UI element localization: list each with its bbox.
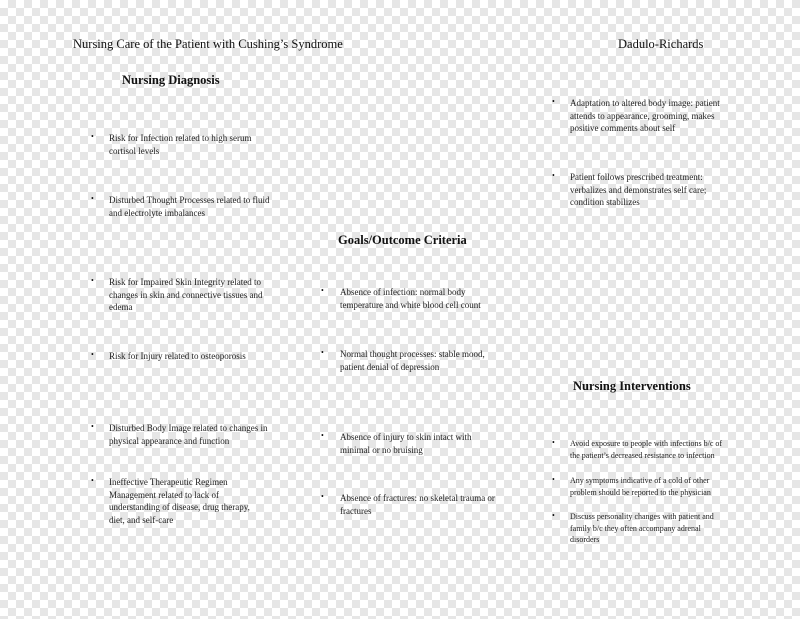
bullet-icon: •: [552, 511, 555, 520]
bullet-icon: •: [91, 194, 94, 203]
goal-text: Adaptation to altered body image: patient attends to appearance, grooming, makes positive comments about self: [570, 98, 720, 133]
goals-heading: Goals/Outcome Criteria: [338, 233, 467, 247]
bullet-icon: •: [91, 350, 94, 359]
bullet-icon: •: [91, 276, 94, 285]
bullet-icon: •: [321, 492, 324, 501]
goal-text: Absence of infection: normal body temperature and white blood cell count: [340, 287, 481, 310]
nursing-diagnosis-heading: Nursing Diagnosis: [122, 73, 220, 87]
bullet-icon: •: [321, 348, 324, 357]
bullet-icon: •: [321, 431, 324, 440]
nursing-interventions-heading: Nursing Interventions: [573, 379, 691, 393]
diagnosis-text: Risk for Injury related to osteoporosis: [109, 351, 246, 361]
bullet-icon: •: [552, 475, 555, 484]
goal-text: Normal thought processes: stable mood, patient denial of depression: [340, 349, 485, 372]
diagnosis-text: Ineffective Therapeutic Regimen Management related to lack of understanding of disease, drug therapy, diet, and self-care: [109, 477, 250, 525]
goal-text: Absence of fractures: no skeletal trauma or fractures: [340, 493, 495, 516]
diagnosis-text: Disturbed Thought Processes related to fluid and electrolyte imbalances: [109, 195, 270, 218]
diagnosis-text: Risk for Impaired Skin Integrity related to changes in skin and connective tissues and edema: [109, 277, 263, 312]
bullet-icon: •: [321, 286, 324, 295]
bullet-icon: •: [91, 476, 94, 485]
document-title: Nursing Care of the Patient with Cushing’s Syndrome: [73, 37, 343, 51]
bullet-icon: •: [91, 132, 94, 141]
diagnosis-text: Disturbed Body Image related to changes in physical appearance and function: [109, 423, 268, 446]
goal-text: Patient follows prescribed treatment: verbalizes and demonstrates self care; condition stabilizes: [570, 172, 707, 207]
intervention-text: Discuss personality changes with patient and family b/c they often accompany adrenal disorders: [570, 512, 714, 544]
author-name: Dadulo-Richards: [618, 37, 704, 51]
bullet-icon: •: [552, 438, 555, 447]
bullet-icon: •: [91, 422, 94, 431]
bullet-icon: •: [552, 171, 555, 180]
bullet-icon: •: [552, 97, 555, 106]
goal-text: Absence of injury to skin intact with minimal or no bruising: [340, 432, 472, 455]
intervention-text: Any symptoms indicative of a cold of other problem should be reported to the physician: [570, 476, 711, 497]
intervention-text: Avoid exposure to people with infections b/c of the patient’s decreased resistance to infection: [570, 439, 723, 460]
diagnosis-text: Risk for Infection related to high serum cortisol levels: [109, 133, 252, 156]
